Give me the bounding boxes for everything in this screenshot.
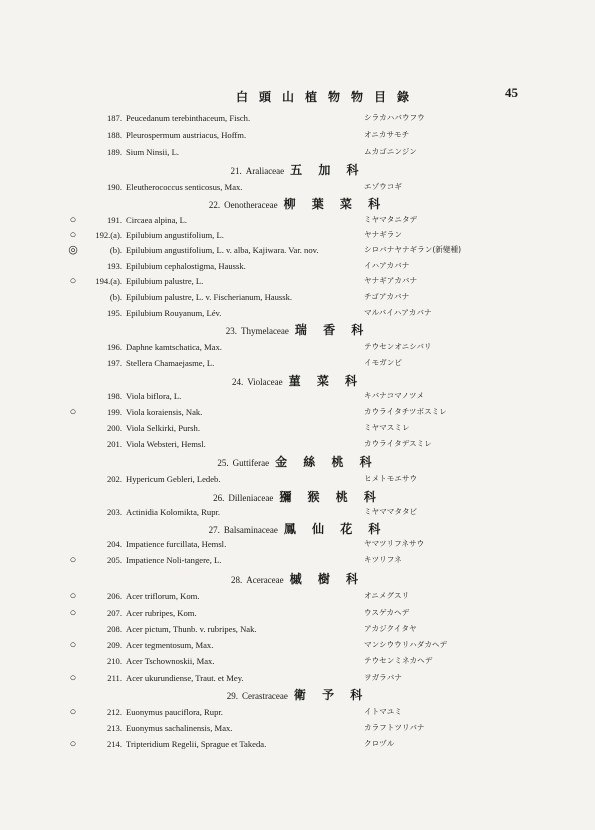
- scientific-name: Sium Ninsii, L.: [126, 147, 180, 157]
- entry-number: 202.: [106, 474, 122, 484]
- japanese-name: ミヤママタタビ: [364, 507, 418, 516]
- family-heading: [0, 521, 595, 537]
- japanese-name: マンシウウリハダカヘデ: [364, 640, 448, 649]
- species-entry: [0, 737, 595, 751]
- entry-number: 189.: [106, 147, 122, 157]
- scientific-name: Eleutherococcus senticosus, Max.: [126, 182, 243, 192]
- occurrence-mark: ○: [69, 607, 77, 619]
- species-entry: [0, 356, 595, 370]
- japanese-name: カラフトツリバナ: [364, 723, 425, 732]
- entry-number: 200.: [106, 423, 122, 433]
- species-entry: [0, 128, 595, 142]
- scientific-name: Acer tegmentosum, Max.: [126, 640, 214, 650]
- occurrence-mark: ○: [69, 554, 77, 566]
- species-entry: [0, 505, 595, 519]
- occurrence-mark: ◎: [68, 244, 78, 256]
- scientific-name: Acer Tschownoskii, Max.: [126, 656, 215, 666]
- family-number: 24.: [231, 377, 244, 387]
- entry-number: 198.: [106, 391, 122, 401]
- occurrence-mark: ○: [69, 275, 77, 287]
- entry-number: (b).: [109, 292, 122, 302]
- family-name: Guttiferae: [232, 458, 270, 468]
- family-number: 22.: [208, 200, 221, 210]
- family-kanji: 菫 菜 科: [288, 374, 364, 388]
- japanese-name: ヲガラバナ: [364, 673, 402, 682]
- scientific-name: Epilubium angustifolium, L.: [126, 230, 224, 240]
- scientific-name: Tripteridium Regelii, Sprague et Takeda.: [126, 739, 267, 749]
- scientific-name: Epilubium palustre, L. v. Fischerianum, Haussk.: [126, 292, 293, 302]
- japanese-name: ヤナギアカバナ: [364, 276, 418, 285]
- species-entry: [0, 589, 595, 603]
- entry-number: 206.: [106, 591, 122, 601]
- japanese-name: オニカサモチ: [364, 130, 410, 139]
- family-heading: [0, 373, 595, 389]
- species-entry: [0, 340, 595, 354]
- family-kanji: 金 絲 桃 科: [275, 455, 378, 469]
- entry-number: 214.: [106, 739, 122, 749]
- japanese-name: オニメグスリ: [364, 591, 410, 600]
- running-title: 白 頭 山 植 物 物 目 錄: [236, 90, 414, 104]
- japanese-name: ヤナギラン: [364, 230, 402, 239]
- japanese-name: カウライタチツボスミレ: [364, 407, 447, 416]
- japanese-name: カウライタデスミレ: [364, 439, 432, 448]
- entry-number: 212.: [106, 707, 122, 717]
- species-entry: [0, 228, 595, 242]
- scientific-name: Epilubium angustifolium, L. v. alba, Kajiwara. Var. nov.: [126, 245, 319, 255]
- species-entry: [0, 671, 595, 685]
- entry-number: 195.: [106, 308, 122, 318]
- family-heading: [0, 687, 595, 703]
- japanese-name: ムカゴニンジン: [364, 147, 417, 156]
- family-kanji: 衛 予 科: [293, 688, 369, 702]
- entry-number: 208.: [106, 624, 122, 634]
- family-heading: [0, 454, 595, 470]
- family-number: 29.: [226, 691, 238, 701]
- occurrence-mark: ○: [69, 214, 77, 226]
- species-entry: [0, 111, 595, 125]
- entry-number: 209.: [106, 640, 122, 650]
- japanese-name: シラカハバウフウ: [364, 113, 425, 122]
- occurrence-mark: ○: [69, 706, 77, 718]
- family-number: 27.: [208, 525, 220, 535]
- entry-number: 190.: [106, 182, 122, 192]
- entry-number: 194.(a).: [95, 276, 122, 286]
- japanese-name: イトマユミ: [364, 707, 402, 716]
- japanese-name: ウスゲカヘデ: [364, 608, 410, 617]
- family-name: Cerastraceae: [241, 691, 288, 701]
- species-entry: [0, 405, 595, 419]
- occurrence-mark: ○: [69, 738, 77, 750]
- species-entry: [0, 654, 595, 668]
- scientific-name: Hypericum Gebleri, Ledeb.: [126, 474, 221, 484]
- occurrence-mark: ○: [69, 672, 77, 684]
- entry-number: 197.: [106, 358, 122, 368]
- family-number: 21.: [230, 166, 242, 176]
- entry-number: 203.: [106, 507, 122, 517]
- family-heading: [0, 489, 595, 505]
- species-entry: [0, 437, 595, 451]
- japanese-name: キツリフネ: [364, 555, 402, 564]
- family-name: Balsaminaceae: [223, 525, 278, 535]
- japanese-name: エゾウコギ: [364, 182, 402, 191]
- scientific-name: Epilubium cephalostigma, Haussk.: [126, 261, 246, 271]
- family-heading: [0, 162, 595, 178]
- species-entry: [0, 638, 595, 652]
- family-name: Aceraceae: [246, 575, 284, 585]
- entry-number: 213.: [106, 723, 122, 733]
- species-entry: [0, 145, 595, 159]
- scientific-name: Peucedanum terebinthaceum, Fisch.: [126, 113, 251, 123]
- japanese-name: クロヅル: [364, 739, 395, 748]
- scientific-name: Circaea alpina, L.: [126, 215, 188, 225]
- occurrence-mark: ○: [69, 590, 77, 602]
- scientific-name: Pleurospermum austriacus, Hoffm.: [126, 130, 247, 140]
- family-heading: [0, 322, 595, 338]
- family-number: 25.: [217, 458, 229, 468]
- entry-number: 201.: [106, 439, 122, 449]
- family-number: 23.: [225, 326, 237, 336]
- species-entry: [0, 243, 595, 257]
- family-number: 28.: [230, 575, 243, 585]
- entry-number: 199.: [106, 407, 122, 417]
- family-name: Dilleniaceae: [228, 493, 274, 503]
- species-entry: [0, 306, 595, 320]
- entry-number: 193.: [106, 261, 122, 271]
- family-number: 26.: [213, 493, 225, 503]
- species-entry: [0, 537, 595, 551]
- occurrence-mark: ○: [69, 229, 77, 241]
- entry-number: 205.: [106, 555, 122, 565]
- family-kanji: 瑞 香 科: [294, 323, 370, 337]
- japanese-name: イモガンピ: [364, 358, 402, 367]
- scientific-name: Euonymus pauciflora, Rupr.: [126, 707, 223, 717]
- japanese-name: テウセンミネカヘデ: [364, 656, 433, 665]
- japanese-name: キバナコマノツメ: [364, 391, 425, 400]
- scientific-name: Epilubium palustre, L.: [126, 276, 204, 286]
- family-heading: [0, 196, 595, 212]
- family-kanji: 五 加 科: [290, 163, 365, 177]
- japanese-name: シロバナヤナギラン(新變種): [364, 245, 462, 254]
- japanese-name: マルバイハアカバナ: [364, 308, 432, 317]
- family-name: Violaceae: [247, 377, 283, 387]
- species-entry: [0, 259, 595, 273]
- scientific-name: Acer rubripes, Kom.: [126, 608, 197, 618]
- entry-number: 196.: [106, 342, 122, 352]
- japanese-name: ヤマツリフネサウ: [364, 539, 425, 548]
- scientific-name: Impatience Noli-tangere, L.: [126, 555, 222, 565]
- scientific-name: Acer ukurundiense, Traut. et Mey.: [126, 673, 244, 683]
- occurrence-mark: ○: [69, 639, 77, 651]
- scientific-name: Acer pictum, Thunb. v. rubripes, Nak.: [126, 624, 257, 634]
- scientific-name: Impatience furcillata, Hemsl.: [126, 539, 227, 549]
- japanese-name: ミヤマスミレ: [364, 423, 410, 432]
- scientific-name: Viola Websteri, Hemsl.: [126, 439, 206, 449]
- occurrence-mark: ○: [69, 406, 77, 418]
- species-entry: [0, 606, 595, 620]
- entry-number: 204.: [106, 539, 122, 549]
- family-kanji: 鳳 仙 花 科: [283, 522, 387, 536]
- entry-number: (b).: [109, 245, 122, 255]
- family-kanji: 柳 葉 菜 科: [283, 197, 387, 211]
- japanese-name: アカジクイタヤ: [364, 624, 417, 633]
- japanese-name: チゴアカバナ: [364, 292, 410, 301]
- species-entry: [0, 213, 595, 227]
- species-entry: [0, 472, 595, 486]
- species-entry: [0, 705, 595, 719]
- family-name: Thymelaceae: [240, 326, 289, 336]
- scientific-name: Stellera Chamaejasme, L.: [126, 358, 215, 368]
- japanese-name: ヒメトモエサウ: [364, 474, 418, 483]
- species-entry: [0, 622, 595, 636]
- scientific-name: Euonymus sachalinensis, Max.: [126, 723, 233, 733]
- family-name: Araliaceae: [245, 166, 285, 176]
- page-header: [0, 85, 595, 104]
- japanese-name: ミヤマタニタデ: [364, 215, 418, 224]
- scientific-name: Viola koraiensis, Nak.: [126, 407, 203, 417]
- species-entry: [0, 274, 595, 288]
- family-kanji: 獼 猴 桃 科: [279, 490, 382, 504]
- scientific-name: Daphne kamtschatica, Max.: [126, 342, 222, 352]
- scientific-name: Viola Selkirki, Pursh.: [126, 423, 200, 433]
- entry-number: 187.: [106, 113, 122, 123]
- scientific-name: Epilubium Rouyanum, Lév.: [126, 308, 222, 318]
- family-kanji: 槭 樹 科: [289, 572, 365, 586]
- family-name: Oenotheraceae: [224, 200, 278, 210]
- species-entry: [0, 290, 595, 304]
- page-number: 45: [505, 85, 518, 100]
- species-entry: [0, 421, 595, 435]
- entry-number: 211.: [107, 673, 122, 683]
- entry-number: 210.: [106, 656, 122, 666]
- entry-number: 191.: [106, 215, 122, 225]
- species-entry: [0, 389, 595, 403]
- scientific-name: Actinidia Kolomikta, Rupr.: [126, 507, 221, 517]
- scientific-name: Viola biflora, L.: [126, 391, 182, 401]
- species-entry: [0, 721, 595, 735]
- family-heading: [0, 571, 595, 587]
- japanese-name: イハアカバナ: [364, 261, 410, 270]
- species-entry: [0, 180, 595, 194]
- scientific-name: Acer triflorum, Kom.: [126, 591, 200, 601]
- entry-number: 188.: [106, 130, 122, 140]
- japanese-name: テウセンオニシバリ: [364, 342, 432, 351]
- entry-number: 207.: [106, 608, 122, 618]
- entry-number: 192.(a).: [95, 230, 122, 240]
- species-entry: [0, 553, 595, 567]
